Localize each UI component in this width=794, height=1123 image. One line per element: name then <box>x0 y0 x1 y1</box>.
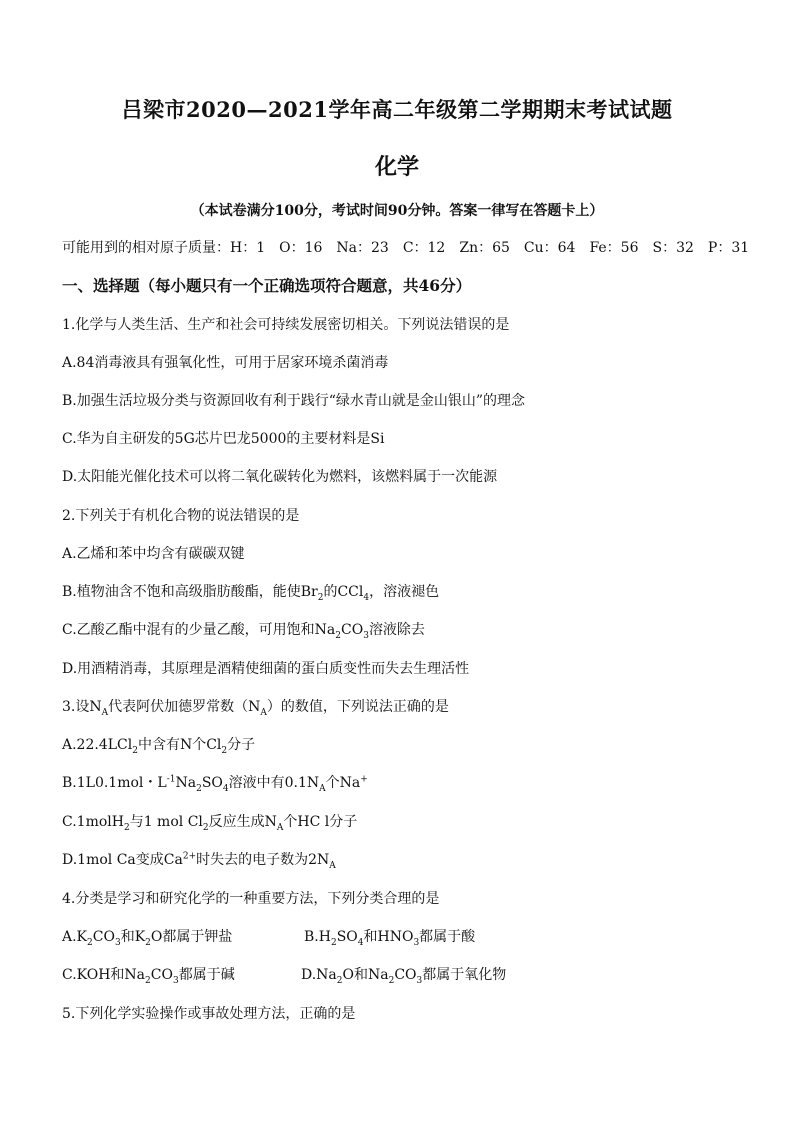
atomic-masses: 可能用到的相对原子质量：H：1 O：16 Na：23 C：12 Zn：65 Cu：64 Fe：56 S：32 P：31 <box>62 240 750 256</box>
exam-title: 吕梁市2020—2021学年高二年级第二学期期末考试试题 <box>121 97 673 122</box>
section-heading: 一、选择题（每小题只有一个正确选项符合题意，共46分） <box>62 276 472 295</box>
q3-option-c: C.1molH$_2$与1 mol $Cl_2$反应生成$N_A$个HC l分子 <box>62 814 358 833</box>
q4-option-c: C.KOH和$Na_2CO_3$都属于碱 <box>62 967 235 986</box>
q2-option-a: A.乙烯和苯中均含有碳碳双键 <box>62 546 245 562</box>
q3-option-b: B.1L0.1mol・$L^{-1}Na_2SO_4$溶液中有$0.1N_A$个Na+ <box>62 774 368 794</box>
exam-note: （本试卷满分100分，考试时间90分钟。答案一律写在答题卡上） <box>190 203 604 219</box>
q4-option-a: $A.K_2CO_3$和$K_2O$都属于钾盐 <box>62 929 233 948</box>
q3-option-d: D.1mol Ca变成$Ca^{2+}$时失去的电子数为$2N_A$ <box>62 851 336 871</box>
q3-stem: 3.设$N_A$代表阿伏加德罗常数$(N_A)$的数值，下列说法正确的是 <box>62 699 449 718</box>
q3-option-a: A.22.4LCl$_2$中含有N个$Cl_2$分子 <box>62 737 256 756</box>
q4-stem: 4.分类是学习和研究化学的一种重要方法，下列分类合理的是 <box>62 891 440 907</box>
q5-stem: 5.下列化学实验操作或事故处理方法，正确的是 <box>62 1006 356 1022</box>
q1-option-b: B.加强生活垃圾分类与资源回收有利于践行“绿水青山就是金山银山”的理念 <box>62 393 526 409</box>
q1-option-c: C.华为自主研发的5G芯片巴龙5000的主要材料是Si <box>62 431 385 447</box>
q4-option-d: $D.Na_2O$和$Na_2CO_3$都属于氧化物 <box>301 967 507 986</box>
q2-option-c: C.乙酸乙酯中混有的少量乙酸，可用饱和$Na_2CO_3$溶液除去 <box>62 622 425 641</box>
q1-option-a: A.84消毒液具有强氧化性，可用于居家环境杀菌消毒 <box>62 355 389 371</box>
subject-title: 化学 <box>374 154 419 180</box>
q1-stem: 1.化学与人类生活、生产和社会可持续发展密切相关。下列说法错误的是 <box>62 317 510 333</box>
q4-option-b: $B.H_2SO_4$和$HNO_3$都属于酸 <box>304 929 476 948</box>
q1-option-d: D.太阳能光催化技术可以将二氧化碳转化为燃料，该燃料属于一次能源 <box>62 469 498 485</box>
q2-option-d: D.用酒精消毒，其原理是酒精使细菌的蛋白质变性而失去生理活性 <box>62 661 470 677</box>
q2-stem: 2.下列关于有机化合物的说法错误的是 <box>62 508 300 524</box>
q2-option-b: B.植物油含不饱和高级脂肪酸酯，能使$Br_2$的CCl$_4$，溶液褪色 <box>62 584 440 603</box>
